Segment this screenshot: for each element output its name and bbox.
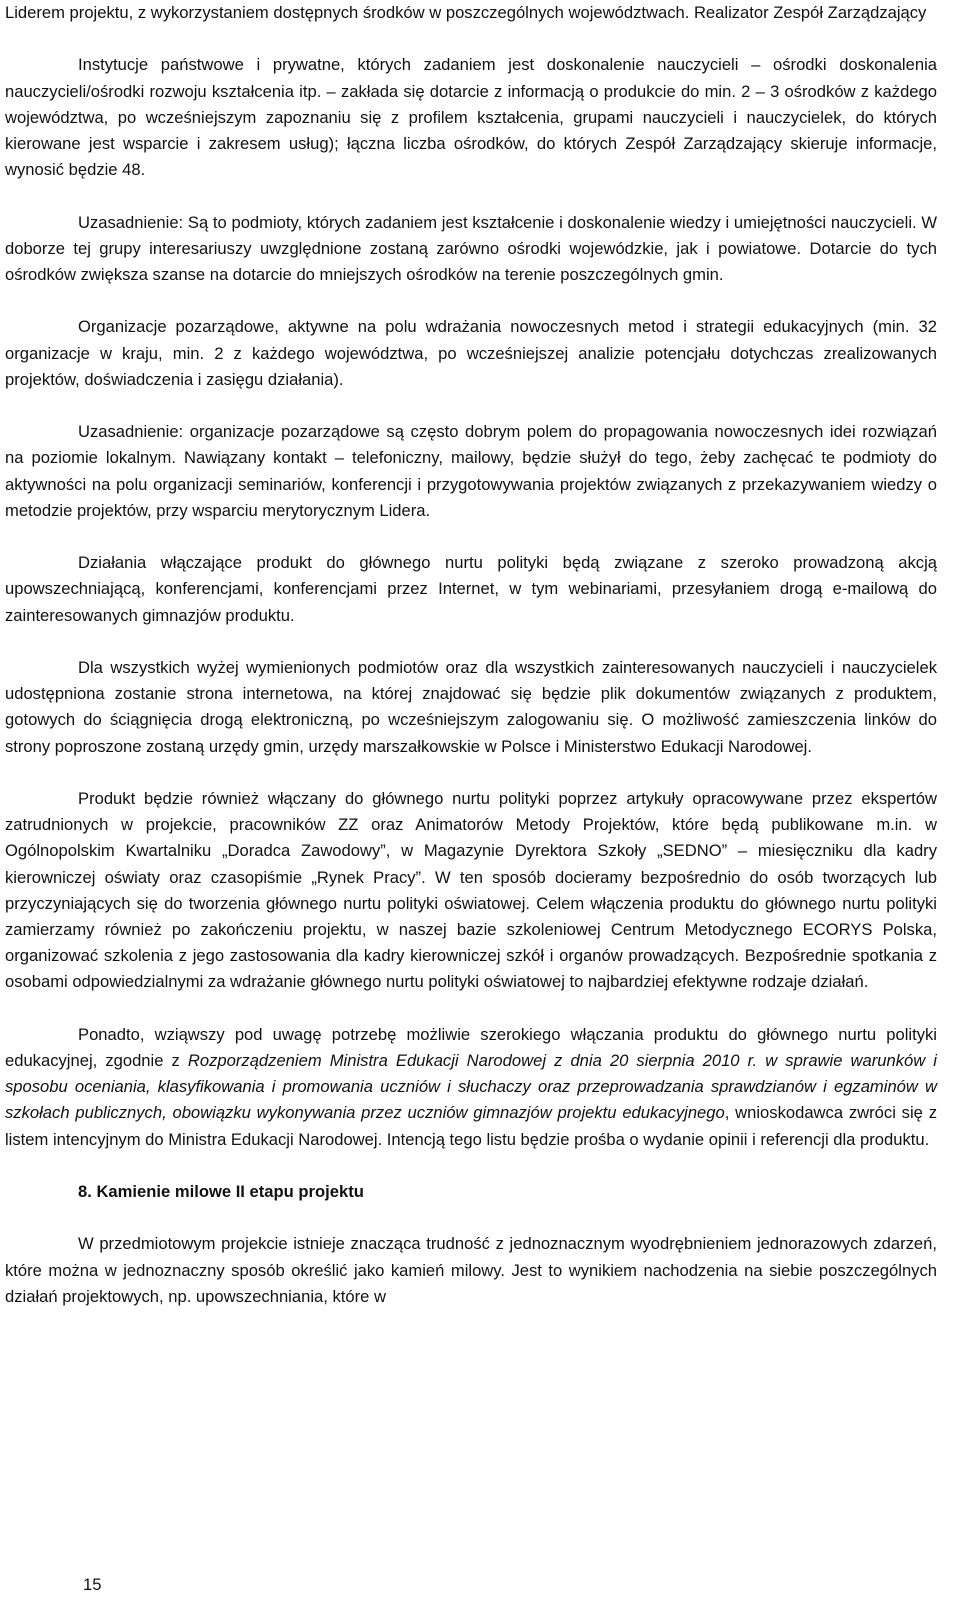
paragraph-milestones: W przedmiotowym projekcie istnieje znacząca trudność z jednoznacznym wyodrębnieniem jednorazowych zdarzeń, które można w jednoznaczny sposób określić jako kamień milowy. Jest to wynikiem nachodzenia na siebie poszczególnych działań projektowych, np. upowszechniania, które w [5, 1234, 937, 1306]
paragraph-actions: Działania włączające produkt do głównego nurtu polityki będą związane z szeroko prowadzoną akcją upowszechniającą, konferencjami, konferencjami przez Internet, w tym webinariami, przesyłaniem drogą e-mailową do zainteresowanych gimnazjów produktu. [5, 553, 937, 625]
spacer [5, 524, 937, 550]
spacer [5, 288, 937, 314]
regulation-title: Rozporządzeniem Ministra Edukacji Narodowej z dnia 20 sierpnia 2010 r. w sprawie warunków i sposobu oceniania, klasyfikowania i promowania uczniów i słuchaczy oraz przeprowadzania sprawdzianów i egzaminów w szkołach publicznych, obowiązku wykonywania przez uczniów gimnazjów projektu edukacyjnego [5, 1051, 937, 1123]
spacer [5, 1153, 937, 1179]
spacer [5, 1205, 937, 1231]
paragraph-ngo: Organizacje pozarządowe, aktywne na polu wdrażania nowoczesnych metod i strategii edukacyjnych (min. 32 organizacje w kraju, min. 2 z każdego województwa, po wcześniejszej analizie potencjału dotychczas zrealizowanych projektów, doświadczenia i zasięgu działania). [5, 317, 937, 389]
section-heading: 8. Kamienie milowe II etapu projektu [78, 1182, 364, 1201]
paragraph-justification-ngo: Uzasadnienie: organizacje pozarządowe są często dobrym polem do propagowania nowoczesnych idei rozwiązań na poziomie lokalnym. Nawiązany kontakt – telefoniczny, mailowy, będzie służył do tego, żeby zachęcać te podmioty do aktywności na polu organizacji seminariów, konferencji i przygotowywania projektów związanych z przekazywaniem wiedzy o metodzie projektów, przy wsparciu merytorycznym Lidera. [5, 422, 937, 520]
paragraph-regulation [5, 1022, 937, 1153]
paragraph-intro: Liderem projektu, z wykorzystaniem dostępnych środków w poszczególnych województwach. Realizator Zespół Zarządzający [5, 3, 927, 22]
spacer [5, 996, 937, 1022]
paragraph-product: Produkt będzie również włączany do głównego nurtu polityki poprzez artykuły opracowywane przez ekspertów zatrudnionych w projekcie, pracowników ZZ oraz Animatorów Metody Projektów, które będą publikowane m.in. w Ogólnopolskim Kwartalniku „Doradca Zawodowy”, w Magazynie Dyrektora Szkoły „SEDNO” – miesięczniku dla kadry kierowniczej oświaty oraz czasopiśmie „Rynek Pracy”. W ten sposób docieramy bezpośrednio do osób tworzących lub przyczyniających się do tworzenia głównego nurtu polityki oświatowej. Celem włączenia produktu do głównego nurtu polityki zamierzamy również po zakończeniu projektu, w naszej bazie szkoleniowej Centrum Metodycznego ECORYS Polska, organizować szkolenia z jego zastosowania dla kadry kierowniczej szkół i organów prowadzących. Bezpośrednie spotkania z osobami odpowiedzialnymi za wdrażanie głównego nurtu polityki oświatowej to najbardziej efektywne rodzaje działań. [5, 788, 937, 992]
regulation-text-after: , wnioskodawca zwróci się z listem intencyjnym do Ministra Edukacji Narodowej. Intencją tego listu będzie prośba o wydanie opinii i referencji dla produktu. [5, 1103, 937, 1149]
paragraph-website: Dla wszystkich wyżej wymienionych podmiotów oraz dla wszystkich zainteresowanych nauczycieli i nauczycielek udostępniona zostanie strona internetowa, na której znajdować się będzie plik dokumentów związanych z produktem, gotowych do ściągnięcia drogą elektroniczną, po wcześniejszym zalogowaniu się. O możliwość zamieszczenia linków do strony poproszone zostaną urzędy gmin, urzędy marszałkowskie w Polsce i Ministerstwo Edukacji Narodowej. [5, 657, 937, 756]
paragraph-institutions: Instytucje państwowe i prywatne, których zadaniem jest doskonalenie nauczycieli – ośrodki doskonalenia nauczycieli/ośrodki rozwoju kształcenia itp. – zakłada się dotarcie z informacją o produkcie do min. 2 – 3 ośrodków z każdego województwa, po wcześniejszym zapoznaniu się z profilem kształcenia, grupami nauczycieli i nauczycielek, do których kierowane jest wsparcie i zakresem usług); łączna liczba ośrodków, do których Zespół Zarządzający skieruje informacje, wynosić będzie 48. [5, 55, 937, 180]
document-page [5, 0, 937, 1601]
page-number: 15 [83, 1575, 102, 1594]
spacer [5, 760, 937, 786]
spacer [5, 393, 937, 419]
paragraph-justification-institutions: Uzasadnienie: Są to podmioty, których zadaniem jest kształcenie i doskonalenie wiedzy i umiejętności nauczycieli. W doborze tej grupy interesariuszy uwzględnione zostaną zarówno ośrodki wojewódzkie, jak i powiatowe. Dotarcie do tych ośrodków zwiększa szanse na dotarcie do mniejszych ośrodków na terenie poszczególnych gmin. [5, 212, 937, 284]
spacer [5, 183, 937, 209]
regulation-text-before: Ponadto, wziąwszy pod uwagę potrzebę możliwie szerokiego włączania produktu do głównego nurtu polityki edukacyjnej, zgodnie z [5, 1024, 937, 1070]
spacer [5, 629, 937, 655]
spacer [5, 26, 937, 52]
